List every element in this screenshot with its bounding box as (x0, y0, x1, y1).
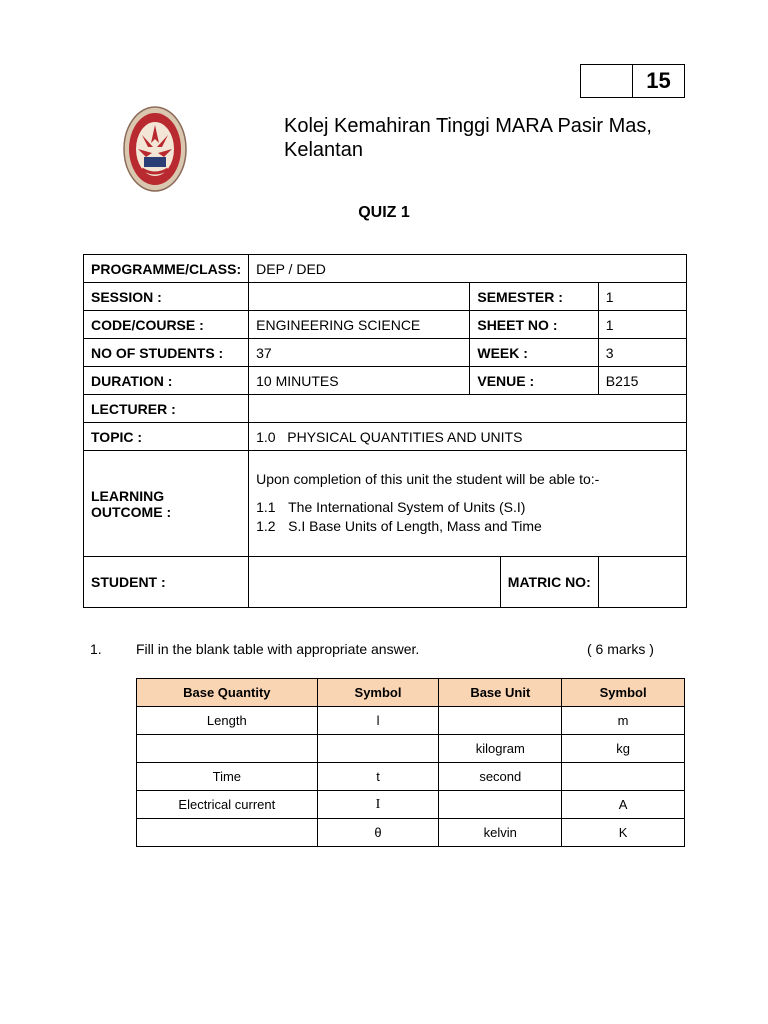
outcome-label-line2: OUTCOME : (91, 503, 172, 520)
cell-symbol: t (317, 763, 439, 791)
question-text: Fill in the blank table with appropriate answer. (136, 641, 420, 657)
week-label: WEEK : (470, 339, 598, 367)
topic-value: 1.0 PHYSICAL QUANTITIES AND UNITS (249, 423, 687, 451)
sheet-value: 1 (598, 311, 686, 339)
question-marks: ( 6 marks ) (587, 641, 654, 657)
outcome-intro: Upon completion of this unit the student will be able to:- (256, 471, 600, 487)
students-label: NO OF STUDENTS : (84, 339, 249, 367)
cell-base-quantity: Time (137, 763, 318, 791)
outcome-label (84, 451, 249, 557)
duration-label: DURATION : (84, 367, 249, 395)
cell-unit-symbol: K (562, 819, 685, 847)
cell-base-quantity: Length (137, 707, 318, 735)
venue-label: VENUE : (470, 367, 598, 395)
outcome-item (256, 517, 679, 536)
units-header-row (137, 679, 685, 707)
lecturer-value[interactable] (249, 395, 687, 423)
cell-base-quantity: Electrical current (137, 791, 318, 819)
score-box (580, 64, 685, 98)
cell-base-unit[interactable] (439, 707, 562, 735)
matric-value[interactable] (598, 557, 686, 608)
cell-base-quantity[interactable] (137, 819, 318, 847)
venue-value: B215 (598, 367, 686, 395)
semester-value: 1 (598, 283, 686, 311)
programme-label: PROGRAMME/CLASS: (84, 255, 249, 283)
cell-base-unit: second (439, 763, 562, 791)
week-value: 3 (598, 339, 686, 367)
cell-symbol: I (317, 791, 439, 819)
programme-value: DEP / DED (249, 255, 687, 283)
table-row (137, 707, 685, 735)
sheet-label: SHEET NO : (470, 311, 598, 339)
cell-symbol[interactable] (317, 735, 439, 763)
outcome-item (256, 498, 679, 517)
college-name: Kolej Kemahiran Tinggi MARA Pasir Mas, Kelantan (284, 115, 652, 161)
cell-symbol: l (317, 707, 439, 735)
quiz-info-table (83, 254, 687, 608)
cell-unit-symbol[interactable] (562, 763, 685, 791)
header-symbol: Symbol (317, 679, 439, 707)
student-value[interactable] (249, 557, 501, 608)
matric-label: MATRIC NO: (500, 557, 598, 608)
topic-label: TOPIC : (84, 423, 249, 451)
header-base-quantity: Base Quantity (137, 679, 318, 707)
units-table (136, 678, 685, 847)
cell-unit-symbol: kg (562, 735, 685, 763)
cell-base-unit[interactable] (439, 791, 562, 819)
students-value: 37 (249, 339, 470, 367)
semester-label: SEMESTER : (470, 283, 598, 311)
cell-base-unit: kilogram (439, 735, 562, 763)
cell-symbol: θ (317, 819, 439, 847)
cell-unit-symbol: m (562, 707, 685, 735)
table-row (137, 763, 685, 791)
college-logo (122, 105, 188, 193)
outcome-item-text: S.I Base Units of Length, Mass and Time (288, 518, 542, 534)
student-label: STUDENT : (84, 557, 249, 608)
course-label: CODE/COURSE : (84, 311, 249, 339)
outcome-item-number: 1.2 (256, 518, 276, 534)
cell-base-quantity[interactable] (137, 735, 318, 763)
duration-value: 10 MINUTES (249, 367, 470, 395)
table-row (137, 735, 685, 763)
score-total: 15 (646, 68, 671, 93)
cell-base-unit: kelvin (439, 819, 562, 847)
cell-unit-symbol: A (562, 791, 685, 819)
quiz-title: QUIZ 1 (358, 204, 410, 221)
header-base-unit: Base Unit (439, 679, 562, 707)
outcome-item-text: The International System of Units (S.I) (288, 499, 526, 515)
outcome-label-line1: LEARNING (91, 487, 165, 504)
table-row (137, 819, 685, 847)
outcome-item-number: 1.1 (256, 499, 276, 515)
course-value: ENGINEERING SCIENCE (249, 311, 470, 339)
session-label: SESSION : (84, 283, 249, 311)
header-unit-symbol: Symbol (562, 679, 685, 707)
lecturer-label: LECTURER : (84, 395, 249, 423)
table-row (137, 791, 685, 819)
question-number: 1. (90, 641, 102, 657)
session-value[interactable] (249, 283, 470, 311)
score-blank-cell[interactable] (581, 65, 633, 97)
outcome-content (249, 451, 687, 557)
